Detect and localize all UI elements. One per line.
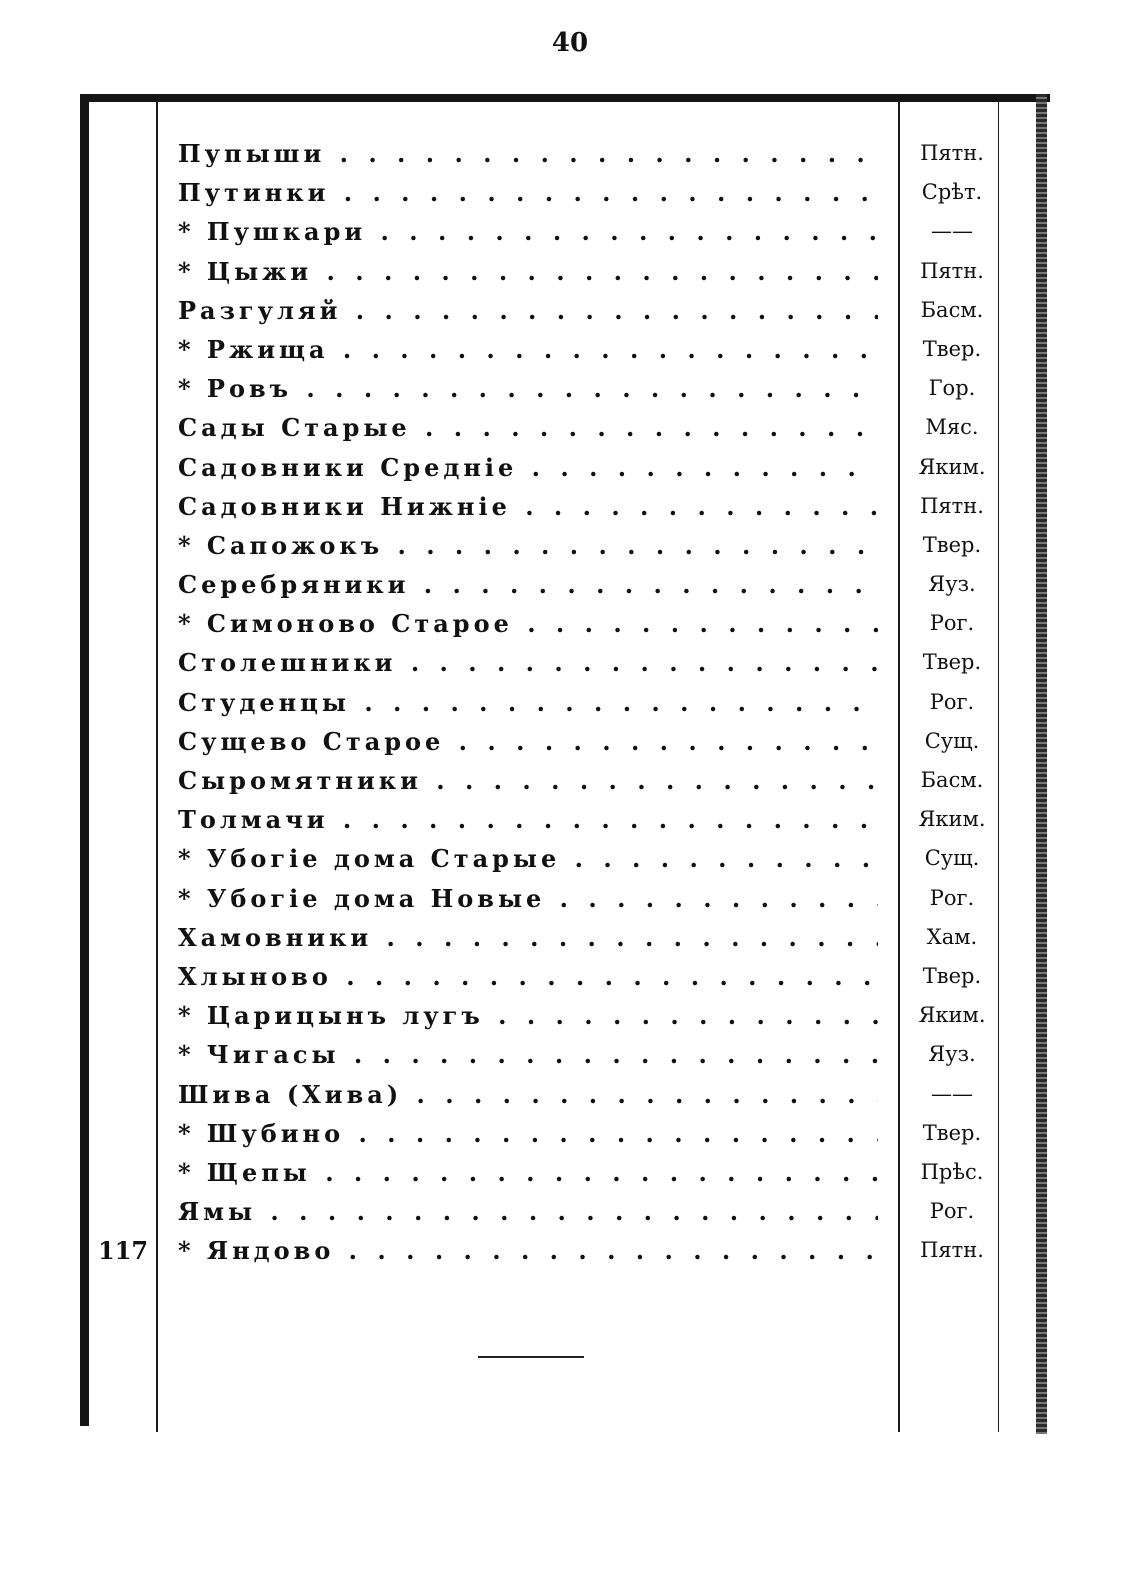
place-name: Сады Старые . . . [178, 408, 878, 447]
district-abbrev: Срѣт. [921, 180, 983, 205]
page-number: 40 [551, 28, 589, 58]
list-item [90, 604, 1036, 643]
place-name: * Ржища . . . [178, 330, 878, 369]
list-item [90, 1114, 1036, 1153]
list-item [90, 526, 1036, 565]
place-name: Ямы . . . [178, 1192, 878, 1231]
place-name: Толмачи . . . [178, 800, 878, 839]
district-abbrev: Яким. [918, 807, 986, 832]
list-item [90, 643, 1036, 682]
list-item [90, 1035, 1036, 1074]
district-abbrev: Рог. [929, 611, 975, 636]
district-abbrev: Твер. [922, 336, 982, 361]
place-name: * Пушкари . . . [178, 212, 878, 251]
list-item [90, 369, 1036, 408]
list-item [90, 173, 1036, 212]
district-abbrev: Басм. [920, 768, 984, 792]
list-item [90, 1153, 1036, 1192]
list-item [90, 683, 1036, 722]
place-name: Столешники . . . [178, 643, 878, 682]
district-abbrev: Яуз. [928, 1042, 976, 1067]
place-name: Пупыши . . . [178, 134, 878, 173]
district-abbrev: Сущ. [924, 846, 980, 871]
district-abbrev: —— [931, 219, 973, 244]
district-abbrev: Сущ. [924, 728, 980, 753]
place-name: Садовники Среднiе . . . [178, 448, 878, 487]
list-item [90, 212, 1036, 251]
entry-number: 117 [98, 1236, 149, 1266]
frame-left-border [80, 94, 89, 1426]
district-abbrev: Яуз. [928, 572, 976, 597]
place-name: Разгуляй . . . [178, 291, 878, 330]
district-abbrev: Рог. [929, 885, 975, 910]
list-item [90, 1192, 1036, 1231]
list-item [90, 722, 1036, 761]
district-abbrev: Гор. [928, 376, 976, 401]
end-rule [478, 1356, 584, 1358]
place-name: * Чигасы . . . [178, 1035, 878, 1074]
list-item [90, 800, 1036, 839]
list-item [90, 996, 1036, 1035]
list-item [90, 291, 1036, 330]
list-item [90, 487, 1036, 526]
place-name: Сыромятники . . . [178, 761, 878, 800]
place-name: * Ровъ . . . [178, 369, 878, 408]
district-abbrev: Яким. [918, 454, 986, 479]
district-abbrev: Прѣс. [920, 1159, 984, 1184]
list-item [90, 565, 1036, 604]
place-name: Садовники Нижнiе . . . [178, 487, 878, 526]
district-abbrev: Пятн. [920, 493, 984, 518]
district-abbrev: Мяс. [925, 415, 979, 440]
district-abbrev: Рог. [929, 689, 975, 714]
list-item [90, 879, 1036, 918]
list-item [90, 330, 1036, 369]
place-name: Хлыново . . . [178, 957, 878, 996]
place-name: * Сапожокъ . . . [178, 526, 878, 565]
list-item [90, 448, 1036, 487]
list-item [90, 1075, 1036, 1114]
district-abbrev: Твер. [922, 963, 982, 988]
district-abbrev: Хам. [926, 924, 978, 949]
district-abbrev: Яким. [918, 1003, 986, 1028]
place-list [90, 134, 1036, 1270]
list-item [90, 408, 1036, 447]
place-name: Хамовники . . . [178, 918, 878, 957]
list-item [90, 957, 1036, 996]
district-abbrev: Твер. [922, 1120, 982, 1145]
place-name: Шива (Хива) . . . [178, 1075, 878, 1114]
list-item [90, 839, 1036, 878]
district-abbrev: Твер. [922, 650, 982, 675]
list-item [90, 134, 1036, 173]
place-name: * Царицынъ лугъ . . . [178, 996, 878, 1035]
place-name: * Цыжи . . . [178, 252, 878, 291]
place-name: * Шубино . . . [178, 1114, 878, 1153]
frame-top-border [80, 94, 1050, 102]
place-name: * Убогiе дома Старые . . . [178, 839, 878, 878]
district-abbrev: Рог. [929, 1199, 975, 1224]
place-name: * Симоново Старое . . . [178, 604, 878, 643]
district-abbrev: Пятн. [920, 1238, 984, 1263]
list-item [90, 761, 1036, 800]
district-abbrev: —— [931, 1081, 973, 1106]
district-abbrev: Басм. [920, 297, 984, 322]
list-item [90, 252, 1036, 291]
frame-right-border [1036, 94, 1047, 1434]
place-name: Путинки . . . [178, 173, 878, 212]
place-name: Студенцы . . . [178, 683, 878, 722]
district-abbrev: Пятн. [920, 258, 984, 283]
list-item [90, 1231, 1036, 1270]
place-name: Серебряники . . . [178, 565, 878, 604]
place-name: * Убогiе дома Новые . . . [178, 879, 878, 918]
district-abbrev: Пятн. [920, 141, 984, 165]
place-name: * Щепы . . . [178, 1153, 878, 1192]
district-abbrev: Твер. [922, 532, 982, 557]
place-name: Сущево Старое . . . [178, 722, 878, 761]
list-item [90, 918, 1036, 957]
place-name: * Яндово . . . [178, 1231, 878, 1270]
